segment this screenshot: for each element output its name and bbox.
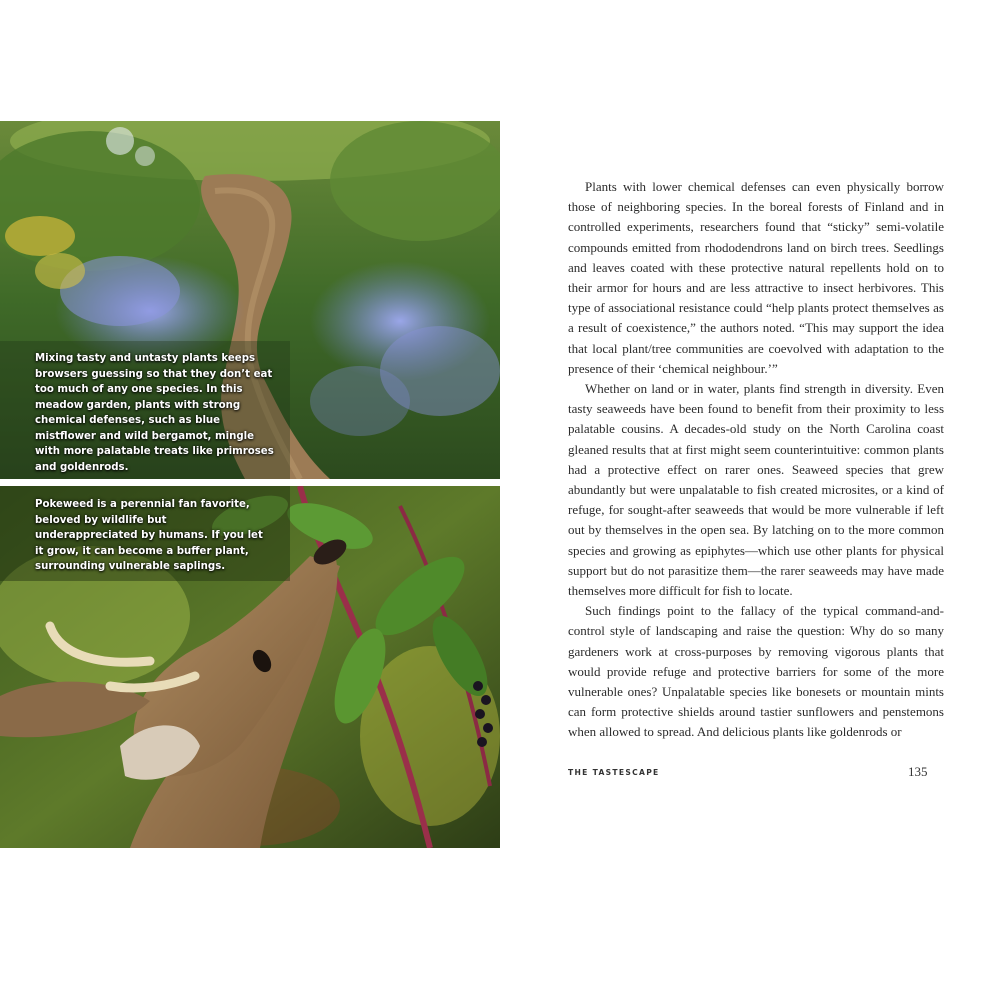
body-paragraph: Such findings point to the fallacy of the typical command-and-control style of landscaping and raise the question: Why do so many gardeners work at cross-purposes by removing vigorous plants that would provide refuge and protective barriers for some of the more vulnerable ones? Unpalatable species like bonesets or mountain mints can form protective shields around tastier sunflowers and penstemons when allowed to spread. And delicious plants like goldenrods or [568,603,944,740]
photo-caption-meadow: Mixing tasty and untasty plants keeps browsers guessing so that they don’t eat too much of any one species. In this meadow garden, plants with strong chemical defenses, such as blue mistflower and wild bergamot, mingle with more palatable treats like primroses and goldenrods. [35,353,274,473]
pokeweed-berry [473,681,483,691]
running-head: THE TASTESCAPE [568,768,660,777]
body-paragraph: Whether on land or in water, plants find strength in diversity. Even tasty seaweeds have been found to benefit from their proximity to less palatable cousins. A decades-old study on the North Carolina coast gleaned results that at first might seem counterintuitive: common plants had a protective effect on rarer ones. Seaweed species that grew abundantly but were unpalatable to fish created microsites, or a kind of refuge, for sought-after seaweeds that would be more vulnerable if left out by themselves in the open sea. By latching on to the more common species and growing as epiphytes—which use other plants for physical support but do not parasitize them—the rarer seaweeds may have made themselves more difficult for fish to locate. [568,381,944,599]
body-text [568,177,944,743]
photo-caption-pokeweed: Pokeweed is a perennial fan favorite, beloved by wildlife but underappreciated by humans. If you let it grow, it can become a buffer plant, surrounding vulnerable saplings. [35,499,263,572]
page-number: 135 [908,764,928,779]
body-paragraph: Plants with lower chemical defenses can even physically borrow those of neighboring species. In the boreal forests of Finland and in controlled experiments, researchers found that “sticky” semi-volatile compounds emitted from rhododendrons land on birch trees. Seedlings and leaves coated with these protective natural repellents hold on to their armor for hours and are less attractive to insect herbivores. This type of associational resistance could “help plants protect themselves as a result of coexistence,” the authors noted. “This may support the idea that local plant/tree communities are coevolved with adaptation to the presence of their ‘chemical neighbour.’” [568,179,944,376]
goldenrod-cluster [5,216,75,256]
